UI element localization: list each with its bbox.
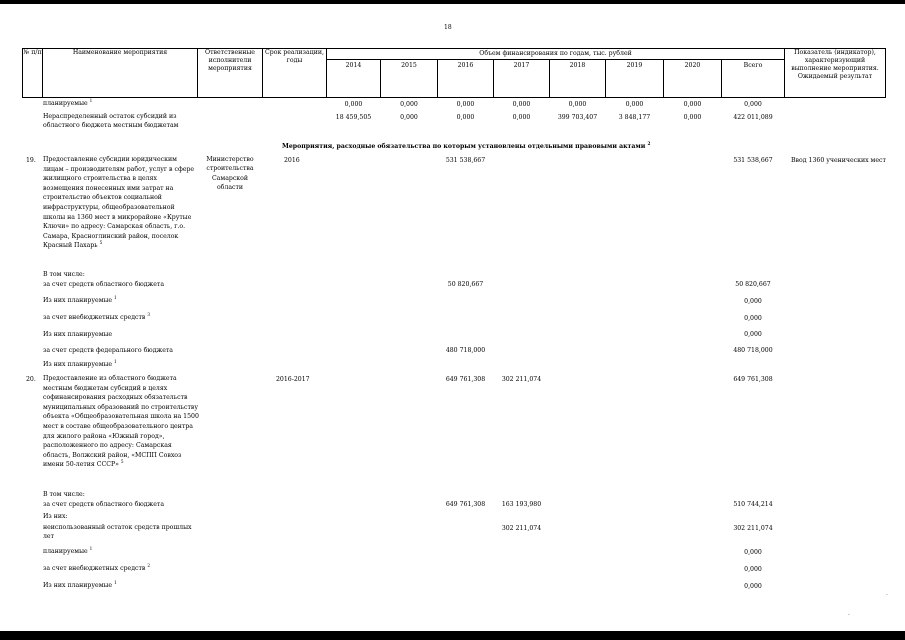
cell-2016: 649 761,308 [445, 376, 486, 383]
scan-speck: · [848, 612, 850, 619]
header-year: 2014 [345, 62, 362, 69]
cell-value: 0,000 [625, 101, 644, 108]
row-label: планируемые $^1$ [43, 98, 93, 108]
top-border [0, 0, 905, 4]
cell-value: 0,000 [683, 101, 702, 108]
item-indicator: Ввод 1360 ученических мест [791, 157, 886, 164]
cell-total: 0,000 [744, 101, 762, 108]
header-year: 2020 [684, 62, 701, 69]
sub-label: Из них: [43, 513, 68, 520]
sub-label: за счет средств областного бюджета [43, 281, 165, 288]
cell-total: 649 761,308 [733, 376, 773, 383]
item-period: 2016-2017 [276, 376, 310, 383]
sub-label: за счет внебюджетных средств $^3$ [43, 312, 151, 322]
section-title: Мероприятия, расходные обязательства по которым установлены отдельными правовыми актами $^2$ [282, 141, 651, 151]
cell-value: 0,000 [683, 114, 702, 121]
header-vline [885, 48, 886, 98]
header-name: Наименование мероприятия [72, 49, 168, 56]
sub-label: за счет внебюджетных средств $^2$ [43, 563, 151, 573]
cell-2016: 649 761,308 [445, 501, 486, 508]
cell-value: 0,000 [512, 101, 531, 108]
cell-total: 480 718,000 [733, 347, 773, 354]
page-number: 18 [444, 24, 452, 31]
header-funding: Объем финансирования по годам, тыс. рублей [479, 50, 632, 57]
cell-total: 0,000 [744, 298, 762, 305]
cell-total: 302 211,074 [733, 525, 773, 532]
cell-total: 0,000 [744, 583, 762, 590]
item-name: Предоставление из областного бюджета местным бюджетам субсидий в целях софинансирования расходных обязательств муниципальных образований по строительству объекта «Общеобразовательная школа на 1500 мест в составе общеобразовательного центра для жилого района «Южный город», расположенного по адресу: Самарская область, Волжский район, «МСПП Совхоз имени 50-летия СССР» $^5$ [43, 375, 199, 469]
header-year: 2016 [457, 62, 474, 69]
sub-label: Из них планируемые $^1$ [43, 359, 117, 369]
sub-label: за счет средств федерального бюджета [43, 347, 173, 354]
sub-label: планируемые $^1$ [43, 546, 93, 556]
header-bottom-line [22, 97, 886, 98]
header-year: 2018 [569, 62, 586, 69]
cell-total: 50 820,667 [735, 281, 771, 288]
cell-2016: 50 820,667 [447, 281, 484, 288]
header-period: Срок реализации, годы [265, 49, 324, 64]
cell-total: 422 011,089 [733, 114, 773, 121]
header-year-total: Всего [743, 62, 763, 69]
header-year: 2019 [626, 62, 643, 69]
header-year: 2015 [401, 62, 417, 69]
cell-2017: 163 193,980 [501, 501, 542, 508]
cell-value: 0,000 [568, 101, 587, 108]
sub-label: Из них планируемые [43, 331, 113, 338]
sub-label: В том числе: [43, 491, 85, 498]
item-period: 2016 [284, 157, 300, 164]
cell-total: 510 744,214 [733, 501, 773, 508]
header-vline [784, 48, 785, 98]
cell-2017: 302 211,074 [501, 525, 542, 532]
cell-2016: 531 538,667 [445, 157, 486, 164]
sub-label: за счет средств областного бюджета [43, 501, 165, 508]
cell-2017: 302 211,074 [501, 376, 542, 383]
header-indicator: Показатель (индикатор), характеризующий выполнение мероприятия. Ожидаемый результат [791, 49, 879, 80]
cell-total: 0,000 [744, 331, 762, 338]
cell-value: 3 848,177 [618, 114, 651, 121]
header-executors: Ответственные исполнители мероприятия [205, 49, 255, 72]
cell-value: 0,000 [344, 101, 363, 108]
sub-label: неиспользованный остаток средств прошлых лет [43, 524, 192, 540]
item-name: Предоставление субсидии юридическим лицам – производителям работ, услуг в сфере жилищного строительства в целях возмещения понесенных ими затрат на строительство объектов социальной инфраструктуры, общеобразовательной школы на 1360 мест в микрорайоне «Крутые Ключи» по адресу: Самарская область, г.о. Самара, Красноглинский район, поселок Красный Пахарь $^5$ [43, 156, 195, 250]
cell-total: 0,000 [744, 566, 762, 573]
sub-label: Из них планируемые $^1$ [43, 295, 117, 305]
cell-2016: 480 718,000 [445, 347, 486, 354]
scan-speck: · [886, 592, 888, 599]
cell-total: 0,000 [744, 315, 762, 322]
cell-value: 0,000 [456, 101, 475, 108]
sub-label: В том числе: [43, 271, 85, 278]
item-executor: Министерство строительства Самарской области [206, 156, 254, 192]
cell-value: 0,000 [456, 114, 475, 121]
cell-value: 18 459,505 [335, 114, 372, 121]
cell-value: 0,000 [400, 114, 418, 121]
bottom-border [0, 631, 905, 640]
row-label: Нераспределенный остаток субсидий из областного бюджета местным бюджетам [43, 113, 179, 129]
sub-label: Из них планируемые $^1$ [43, 580, 117, 590]
item-number: 20. [26, 376, 36, 383]
header-year: 2017 [513, 62, 530, 69]
header-funding-line [326, 59, 784, 60]
cell-total: 531 538,667 [733, 157, 773, 164]
header-no: № п/п [23, 49, 42, 56]
item-number: 19. [26, 157, 36, 164]
cell-value: 0,000 [512, 114, 531, 121]
header-vline [197, 48, 198, 98]
cell-total: 0,000 [744, 549, 762, 556]
cell-value: 399 703,407 [557, 114, 598, 121]
cell-value: 0,000 [400, 101, 418, 108]
